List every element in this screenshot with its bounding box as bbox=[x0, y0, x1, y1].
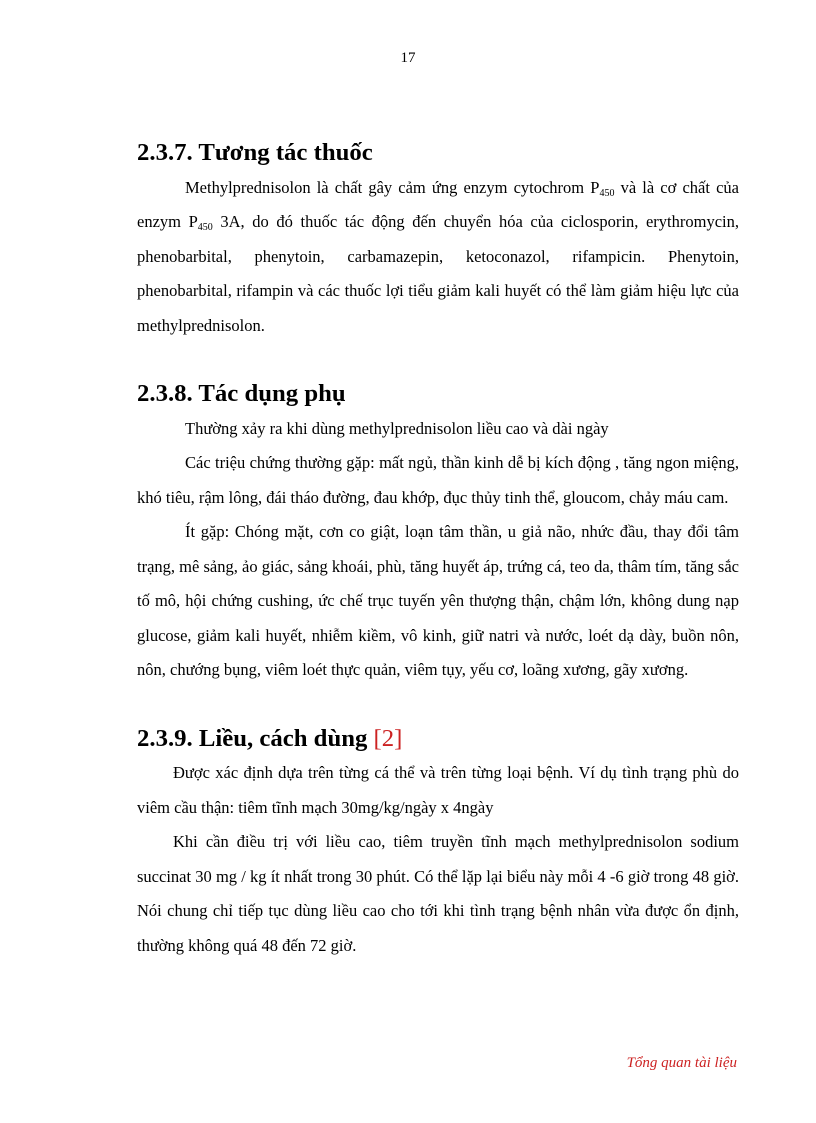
citation-link[interactable]: [2] bbox=[373, 724, 403, 752]
text-run: 3A, do đó thuốc tác động đến chuyển hóa của ciclosporin, erythromycin, phenobarbital, phenytoin, carbamazepin, ketoconazol, rifampicin. Phenytoin, phenobarbital, rifampin và các thuốc lợi tiểu giảm kali huyết có thể làm giảm hiệu lực của methylprednisolon. bbox=[137, 212, 739, 335]
paragraph: Khi cần điều trị với liều cao, tiêm truyền tĩnh mạch methylprednisolon sodium succinat 30 mg / kg ít nhất trong 30 phút. Có thể lặp lại biểu này mỗi 4 -6 giờ trong 48 giờ. Nói chung chỉ tiếp tục dùng liều cao cho tới khi tình trạng bệnh nhân vừa được ổn định, thường không quá 48 đến 72 giờ. bbox=[137, 832, 739, 955]
section-heading: 2.3.7. Tương tác thuốc bbox=[137, 139, 373, 166]
section-heading: 2.3.8. Tác dụng phụ bbox=[137, 380, 346, 407]
document-body bbox=[137, 136, 739, 963]
text-run: Methylprednisolon là chất gây cảm ứng enzym cytochrom P bbox=[185, 177, 600, 197]
footer-section-label: Tổng quan tài liệu bbox=[626, 1055, 737, 1071]
section-2-3-9 bbox=[137, 722, 739, 964]
paragraph bbox=[137, 171, 739, 344]
heading-text: 2.3.9. Liều, cách dùng bbox=[137, 724, 368, 752]
section-heading bbox=[137, 722, 739, 757]
paragraph: Ít gặp: Chóng mặt, cơn co giật, loạn tâm thần, u giả não, nhức đầu, thay đổi tâm trạng, mê sảng, ảo giác, sảng khoái, phù, tăng huyết áp, trứng cá, teo da, thâm tím, tăng sắc tố mô, hội chứng cushing, ức chế trục tuyến yên thượng thận, chậm lớn, không dung nạp glucose, giảm kali huyết, nhiễm kiềm, vô kinh, giữ natri và nước, loét dạ dày, buồn nôn, nôn, chướng bụng, viêm loét thực quản, viêm tụy, yếu cơ, loãng xương, gãy xương. bbox=[137, 522, 739, 679]
paragraph: Được xác định dựa trên từng cá thể và trên từng loại bệnh. Ví dụ tình trạng phù do viêm cầu thận: tiêm tĩnh mạch 30mg/kg/ngày x 4ngày bbox=[137, 763, 739, 817]
subscript: 450 bbox=[197, 222, 213, 233]
section-2-3-8 bbox=[137, 377, 739, 688]
text-run: và là cơ chất của enzym P bbox=[137, 177, 739, 231]
page-number: 17 bbox=[400, 50, 416, 66]
subscript: 450 bbox=[599, 187, 615, 199]
paragraph: Các triệu chứng thường gặp: mất ngủ, thần kinh dễ bị kích động , tăng ngon miệng, khó tiêu, rậm lông, đái tháo đường, đau khớp, đục thủy tinh thể, gloucom, chảy máu cam. bbox=[137, 453, 739, 507]
section-2-3-7 bbox=[137, 136, 739, 343]
paragraph: Thường xảy ra khi dùng methylprednisolon liều cao và dài ngày bbox=[185, 418, 609, 438]
